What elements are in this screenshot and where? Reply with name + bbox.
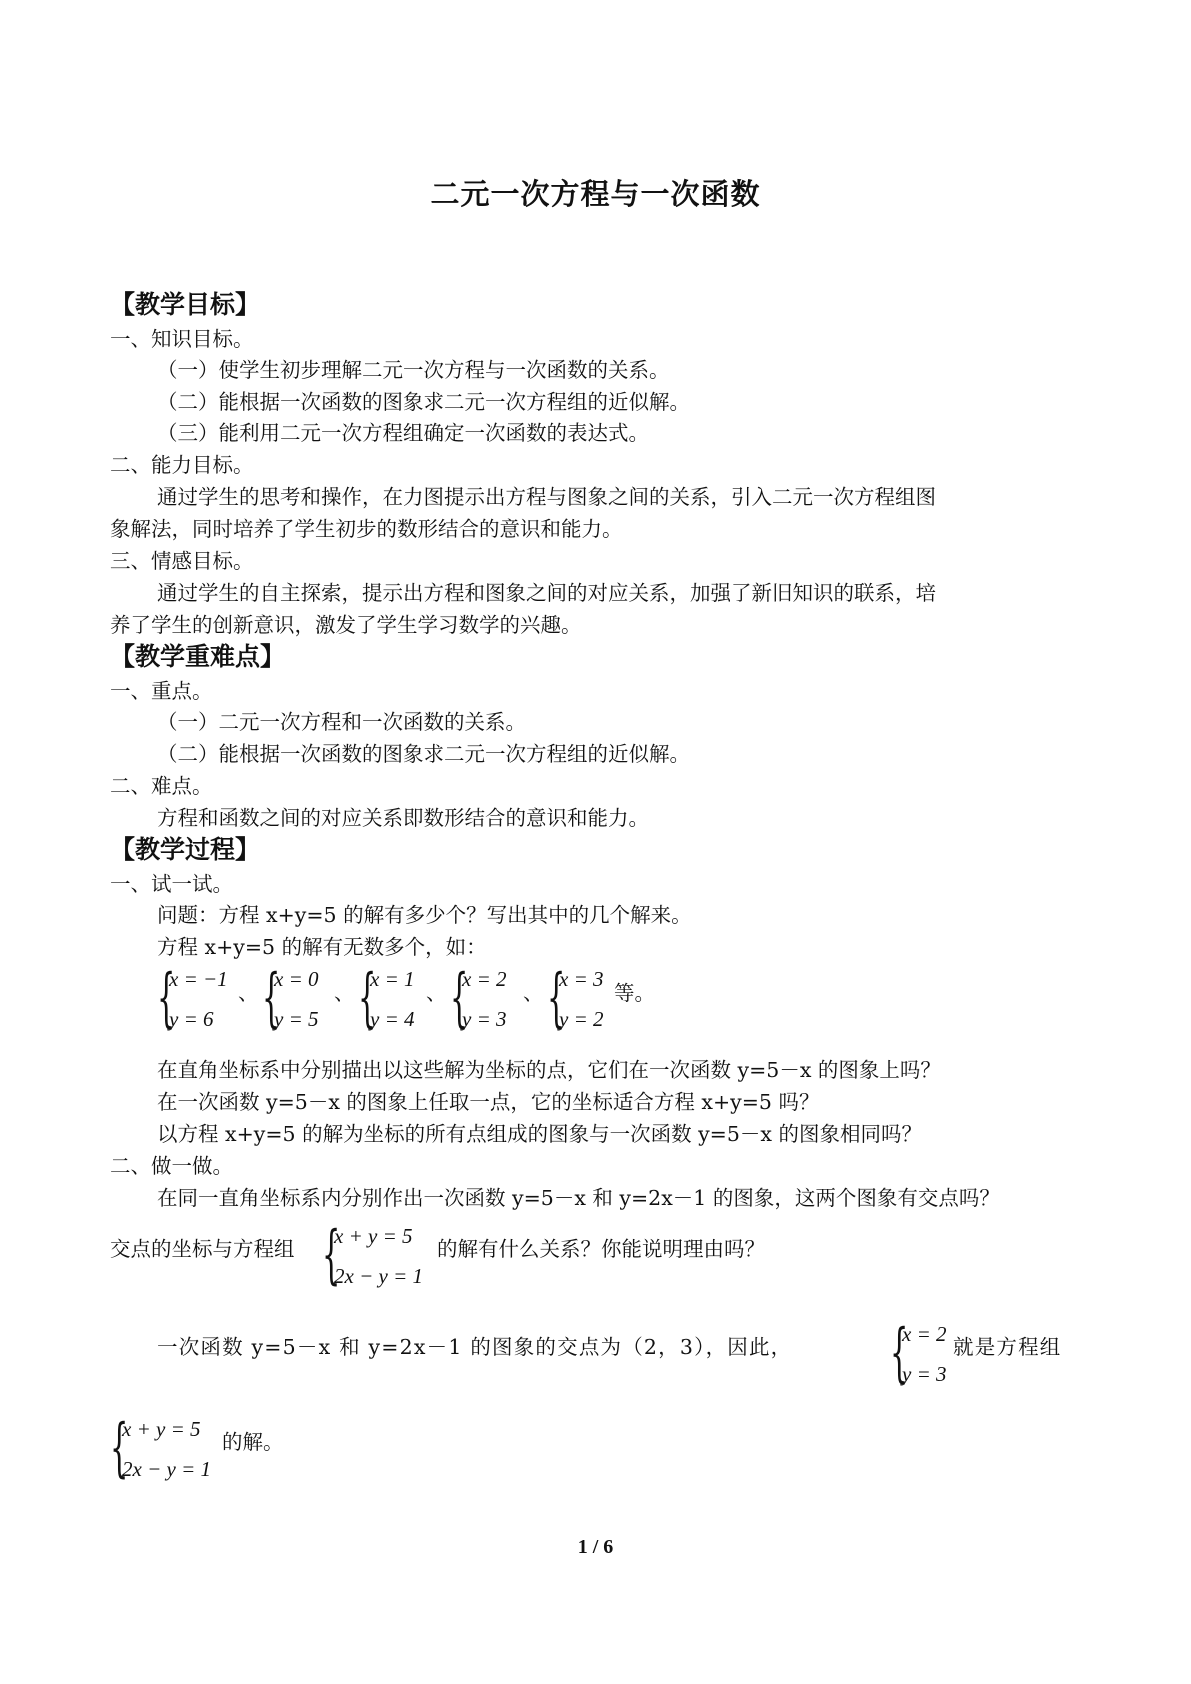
brace-icon: { (262, 961, 281, 1035)
page-title: 二元一次方程与一次函数 (430, 177, 761, 211)
paragraph: 象解法，同时培养了学生初步的数形结合的意识和能力。 (110, 517, 623, 541)
paragraph: 养了学生的创新意识，激发了学生学习数学的兴趣。 (110, 613, 582, 637)
key-point: 一、重点。 (110, 679, 213, 703)
question: 在同一直角坐标系内分别作出一次函数 y=5－x 和 y=2x－1 的图象，这两个图象有交点吗？ (157, 1186, 1000, 1210)
separator: 、 (426, 981, 447, 1005)
paragraph: 一次函数 y=5－x 和 y=2x－1 的图象的交点为（2，3），因此， (157, 1335, 793, 1359)
brace-icon: { (322, 1218, 341, 1292)
section-heading-keypoints: 【教学重难点】 (110, 642, 286, 671)
difficult-point: 二、难点。 (110, 774, 213, 798)
knowledge-objective: 一、知识目标。 (110, 327, 254, 351)
paragraph: 方程和函数之间的对应关系即数形结合的意识和能力。 (157, 806, 649, 830)
ability-objective: 二、能力目标。 (110, 453, 254, 477)
brace-icon: { (157, 961, 176, 1035)
do-heading: 二、做一做。 (110, 1154, 233, 1178)
question: 问题：方程 x+y=5 的解有多少个？写出其中的几个解来。 (157, 903, 692, 927)
section-heading-process: 【教学过程】 (110, 835, 261, 864)
emotion-objective: 三、情感目标。 (110, 549, 254, 573)
question: 以方程 x+y=5 的解为坐标的所有点组成的图象与一次函数 y=5－x 的图象相同吗？ (157, 1122, 922, 1146)
paragraph: 就是方程组 (953, 1335, 1062, 1359)
objective-item: （一）使学生初步理解二元一次方程与一次函数的关系。 (157, 358, 670, 382)
brace-icon: { (547, 961, 566, 1035)
separator: 、 (523, 981, 544, 1005)
paragraph: 通过学生的思考和操作，在力图提示出方程与图象之间的关系，引入二元一次方程组图 (157, 485, 936, 509)
paragraph: 的解。 (222, 1430, 284, 1454)
try-heading: 一、试一试。 (110, 872, 233, 896)
brace-icon: { (450, 961, 469, 1035)
brace-icon: { (890, 1316, 909, 1390)
section-heading-objectives: 【教学目标】 (110, 290, 261, 319)
objective-item: （二）能根据一次函数的图象求二元一次方程组的近似解。 (157, 390, 690, 414)
question: 在一次函数 y=5－x 的图象上任取一点，它的坐标适合方程 x+y=5 吗？ (157, 1090, 820, 1114)
paragraph: 通过学生的自主探索，提示出方程和图象之间的对应关系，加强了新旧知识的联系，培 (157, 581, 936, 605)
question: 在直角坐标系中分别描出以这些解为坐标的点，它们在一次函数 y=5－x 的图象上吗？ (157, 1058, 941, 1082)
key-point-item: （二）能根据一次函数的图象求二元一次方程组的近似解。 (157, 742, 690, 766)
paragraph: 的解有什么关系？你能说明理由吗？ (437, 1237, 765, 1261)
brace-icon: { (110, 1411, 129, 1485)
separator: 、 (334, 981, 355, 1005)
key-point-item: （一）二元一次方程和一次函数的关系。 (157, 710, 526, 734)
paragraph: 交点的坐标与方程组 (110, 1237, 295, 1261)
objective-item: （三）能利用二元一次方程组确定一次函数的表达式。 (157, 421, 649, 445)
brace-icon: { (358, 961, 377, 1035)
etc-text: 等。 (614, 981, 655, 1005)
page-number: 1 / 6 (577, 1536, 614, 1558)
separator: 、 (238, 981, 259, 1005)
paragraph: 方程 x+y=5 的解有无数多个，如： (157, 935, 487, 959)
